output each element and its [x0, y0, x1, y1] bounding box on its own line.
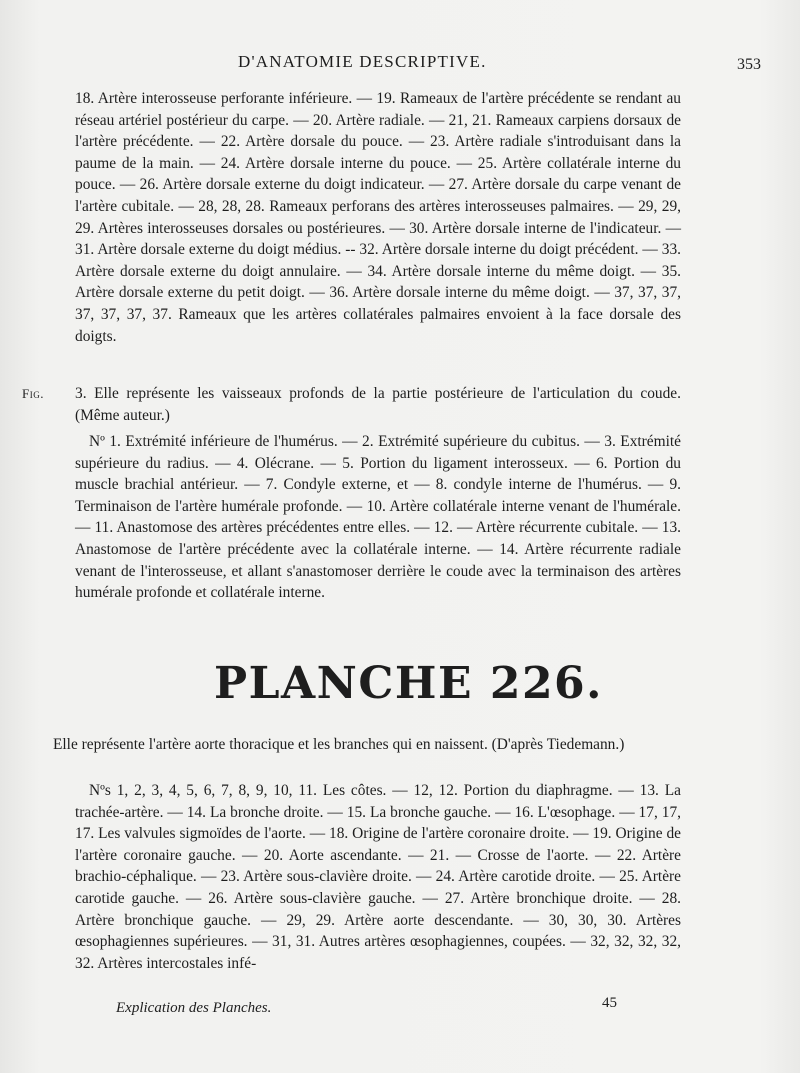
footer-caption: Explication des Planches. [116, 1000, 272, 1016]
figure-3-description: 3. Elle représente les vaisseaux profonds de la partie postérieure de l'articulation du coude. (Même auteur.) [75, 385, 681, 424]
planche-title: PLANCHE 226. [214, 658, 603, 709]
page-number: 353 [737, 56, 761, 73]
figure-3-legend: Nº 1. Extrémité inférieure de l'humérus. — 2. Extrémité supérieure du cubitus. — 3. Extrémité supérieure du radius. — 4. Olécrane. — 5. Portion du ligament interosseux. — 6. Portion du muscle brachial antérieur. — 7. Condyle externe, et — 8. condyle interne de l'humérus. — 9. Terminaison de l'artère humérale profonde. — 10. Artère collatérale interne venant de l'humérale. — 11. Anastomose des artères précédentes entre elles. — 12. — Artère récurrente cubitale. — 13. Anastomose de l'artère précédente avec la collatérale interne. — 14. Artère récurrente radiale venant de l'interosseuse, et allant s'anastomoser derrière le coude avec la terminaison des artères humérale profonde et collatérale interne. [75, 433, 681, 602]
planche-description: Elle représente l'artère aorte thoracique et les branches qui en naissent. (D'après Tiedemann.) [53, 736, 625, 753]
running-title: D'ANATOMIE DESCRIPTIVE. [238, 52, 487, 71]
planche-legend: Nºs 1, 2, 3, 4, 5, 6, 7, 8, 9, 10, 11. Les côtes. — 12, 12. Portion du diaphragme. — 13. La trachée-artère. — 14. La bronche droite. — 15. La bronche gauche. — 16. L'œsophage. — 17, 17, 17. Les valvules sigmoïdes de l'aorte. — 18. Origine de l'artère coronaire droite. — 19. Origine de l'artère coronaire gauche. — 20. Aorte ascendante. — 21. — Crosse de l'aorte. — 22. Artère brachio-céphalique. — 23. Artère sous-clavière droite. — 24. Artère carotide droite. — 25. Artère carotide gauche. — 26. Artère sous-clavière gauche. — 27. Artère bronchique droite. — 28. Artère bronchique gauche. — 29, 29. Artère aorte descendante. — 30, 30, 30. Artères œsophagiennes supérieures. — 31, 31. Autres artères œsophagiennes, coupées. — 32, 32, 32, 32, 32. Artères intercostales infé- [75, 782, 681, 972]
fig-label: Fig. [22, 386, 44, 401]
figure-2-legend-continued: 18. Artère interosseuse perforante inférieure. — 19. Rameaux de l'artère précédente se rendant au réseau artériel postérieur du carpe. — 20. Artère radiale. — 21, 21. Rameaux carpiens dorsaux de l'artère précédente. — 22. Artère dorsale du pouce. — 23. Artère radiale s'introduisant dans la paume de la main. — 24. Artère dorsale interne du pouce. — 25. Artère collatérale interne du pouce. — 26. Artère dorsale externe du doigt indicateur. — 27. Artère dorsale du carpe venant de l'artère cubitale. — 28, 28, 28. Rameaux perforans des artères interosseuses palmaires. — 29, 29, 29. Artères interosseuses dorsales ou postérieures. — 30. Artère dorsale interne de l'indicateur. — 31. Artère dorsale externe du doigt médius. -- 32. Artère dorsale interne du doigt précédent. — 33. Artère dorsale externe du doigt annulaire. — 34. Artère dorsale interne du même doigt. — 35. Artère dorsale externe du petit doigt. — 36. Artère dorsale interne du même doigt. — 37, 37, 37, 37, 37, 37, 37. Rameaux que les artères collatérales palmaires envoient à la face dorsale des doigts. [75, 90, 681, 345]
signature-mark: 45 [602, 995, 617, 1011]
page-header [0, 48, 800, 78]
